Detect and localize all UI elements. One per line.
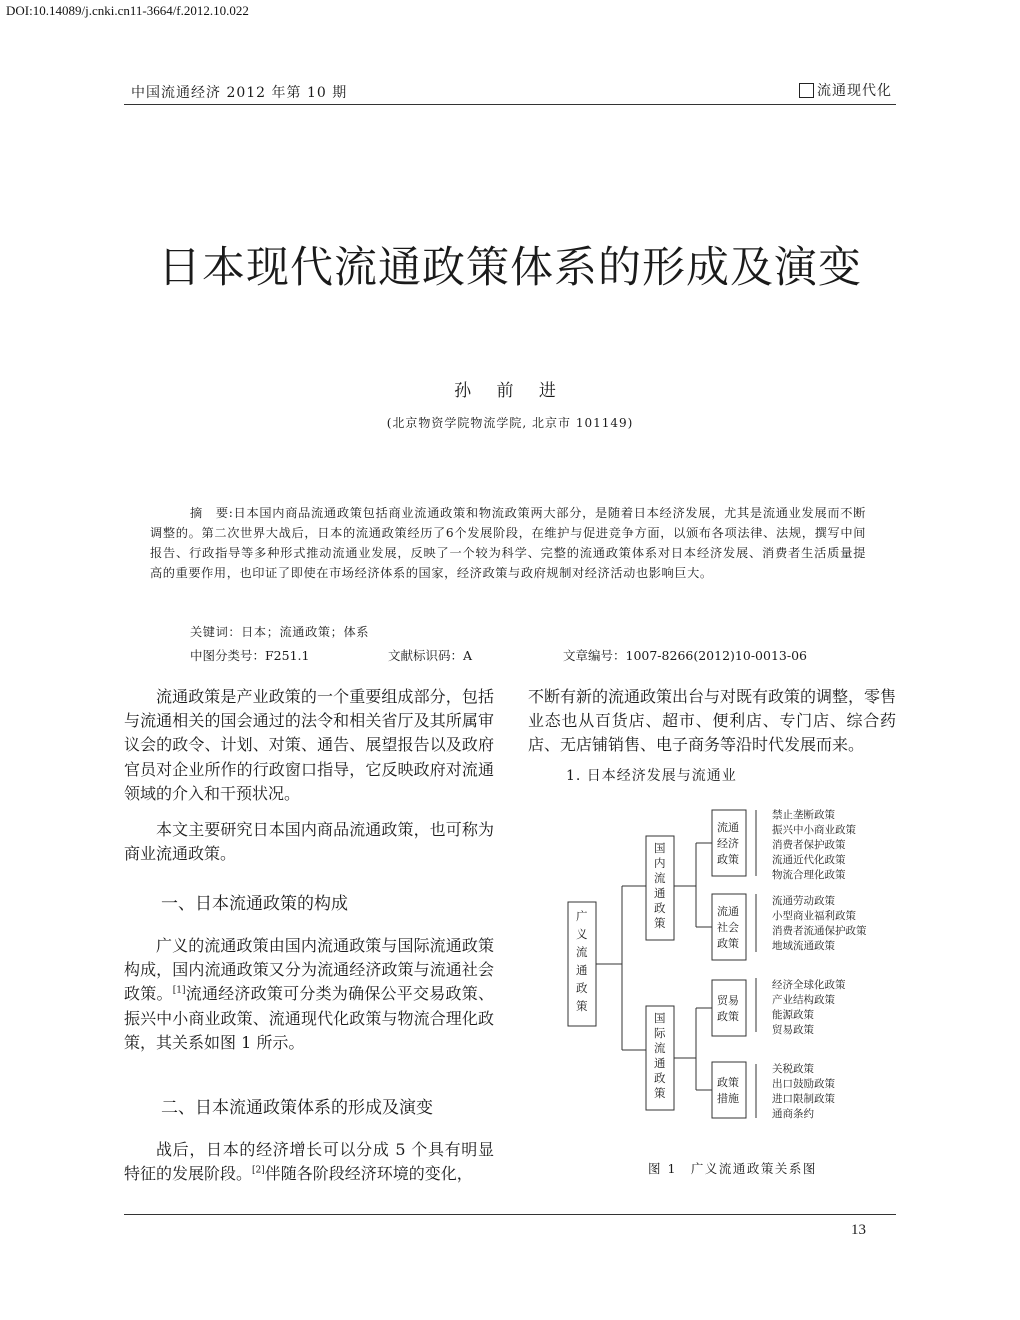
policy-item: 小型商业福利政策 <box>772 910 856 922</box>
doi-line: DOI:10.14089/j.cnki.cn11-3664/f.2012.10.022 <box>6 3 249 18</box>
root-label: 广 <box>576 909 588 923</box>
group-label: 政策 <box>717 937 739 950</box>
policy-item: 进口限制政策 <box>772 1093 835 1105</box>
international-label: 流 <box>654 1041 666 1055</box>
root-label: 流 <box>576 945 588 959</box>
policy-item: 产业结构政策 <box>772 994 835 1006</box>
body-paragraph <box>124 685 494 806</box>
policy-item: 流通近代化政策 <box>772 854 846 866</box>
policy-item: 消费者流通保护政策 <box>772 925 867 937</box>
domestic-label: 通 <box>654 886 666 900</box>
page-number: 13 <box>851 1222 866 1238</box>
paragraph-text: 战后，日本的经济增长可以分成 5 个具有明显特征的发展阶段。 <box>124 1140 494 1184</box>
international-label: 际 <box>654 1026 666 1040</box>
journal-header: 中国流通经济 2012 年第 10 期 <box>131 85 348 101</box>
article-title: 日本现代流通政策体系的形成及演变 <box>158 243 862 293</box>
body-paragraph <box>124 934 494 1055</box>
paragraph-text: 广义的流通政策由国内流通政策与国际流通政策构成，国内流通政策又分为流通经济政策与流通社会政策。 <box>124 936 494 1004</box>
subsection-heading: 1. 日本经济发展与流通业 <box>566 768 737 784</box>
keywords: 关键词：日本；流通政策；体系 <box>190 625 370 639</box>
policy-item: 振兴中小商业政策 <box>772 824 856 836</box>
policy-item: 禁止垄断政策 <box>772 809 835 821</box>
footer-rule <box>124 1214 896 1215</box>
policy-item: 物流合理化政策 <box>772 869 846 881</box>
international-label: 通 <box>654 1056 666 1070</box>
abstract-text: 日本国内商品流通政策包括商业流通政策和物流政策两大部分，是随着日本经济发展，尤其是流通业发展而不断调整的。第二次世界大战后，日本的流通政策经历了6个发展阶段，在维护与促进竞争方面，以颁布各项法律、法规，撰写中间报告、行政指导等多种形式推动流通业发展，反映了一个较为科学、完整的流通政策体系对日本经济发展、消费者生活质量提高的重要作用，也印证了即使在市场经济体系的国家，经济政策与政府规制对经济活动也影响巨大。 <box>150 506 866 580</box>
paragraph-text: 流通经济政策可分类为确保公平交易政策、振兴中小商业政策、流通现代化政策与物流合理化政策，其关系如图 1 所示。 <box>124 984 494 1052</box>
international-label: 策 <box>654 1086 666 1100</box>
group-label: 社会 <box>717 921 739 934</box>
column-name: 流通现代化 <box>817 83 892 99</box>
root-label: 义 <box>576 927 588 941</box>
policy-item: 地域流通政策 <box>772 940 835 952</box>
group-label: 政策 <box>717 1010 739 1023</box>
domestic-label: 策 <box>654 916 666 930</box>
classification-number: 中图分类号：F251.1 <box>190 648 310 663</box>
group-label: 流通 <box>717 821 739 834</box>
policy-item: 通商条约 <box>772 1108 814 1120</box>
column-header <box>799 80 892 100</box>
body-paragraph <box>124 818 494 866</box>
group-label: 政策 <box>717 1076 739 1089</box>
policy-item: 出口鼓励政策 <box>772 1078 835 1090</box>
domestic-label: 政 <box>654 901 666 915</box>
abstract <box>150 503 866 583</box>
domestic-label: 内 <box>654 856 666 870</box>
policy-relationship-diagram <box>560 800 890 1130</box>
domestic-label: 国 <box>654 841 666 855</box>
group-label: 贸易 <box>717 994 739 1007</box>
header-rule <box>124 104 896 105</box>
group-box-4 <box>712 1062 746 1118</box>
section-heading: 二、日本流通政策体系的形成及演变 <box>161 1098 433 1118</box>
policy-item: 流通劳动政策 <box>772 895 835 907</box>
paragraph-text: 流通政策是产业政策的一个重要组成部分，包括与流通相关的国会通过的法令和相关省厅及其所属审议会的政令、计划、对策、通告、展望报告以及政府官员对企业所作的行政窗口指导，它反映政府对流通领域的介入和干预状况。 <box>124 687 494 803</box>
group-box-3 <box>712 980 746 1036</box>
body-paragraph <box>528 685 896 758</box>
affiliation: (北京物资学院物流学院, 北京市 101149) <box>386 416 634 430</box>
policy-item: 经济全球化政策 <box>772 979 846 991</box>
root-label: 政 <box>576 981 588 995</box>
international-label: 国 <box>654 1011 666 1025</box>
citation-ref: [2] <box>252 1165 265 1176</box>
section-heading: 一、日本流通政策的构成 <box>161 894 348 914</box>
paragraph-text: 本文主要研究日本国内商品流通政策，也可称为商业流通政策。 <box>124 820 494 864</box>
policy-item: 贸易政策 <box>772 1024 814 1036</box>
domestic-label: 流 <box>654 871 666 885</box>
author: 孙 前 进 <box>454 381 566 401</box>
document-code: 文献标识码：A <box>388 648 473 663</box>
group-label: 措施 <box>717 1092 739 1105</box>
article-number: 文章编号：1007-8266(2012)10-0013-06 <box>563 648 807 663</box>
group-label: 政策 <box>717 853 739 866</box>
body-paragraph <box>124 1138 494 1186</box>
column-marker-box <box>799 83 814 98</box>
abstract-label: 摘 要: <box>190 506 234 520</box>
policy-item: 消费者保护政策 <box>772 839 846 851</box>
international-label: 政 <box>654 1071 666 1085</box>
group-label: 经济 <box>717 837 739 850</box>
paragraph-text: 不断有新的流通政策出台与对既有政策的调整，零售业态也从百货店、超市、便利店、专门店、综合药店、无店铺销售、电子商务等沿时代发展而来。 <box>528 687 897 755</box>
policy-item: 关税政策 <box>772 1063 814 1075</box>
root-label: 策 <box>576 999 588 1013</box>
policy-item: 能源政策 <box>772 1009 814 1021</box>
root-label: 通 <box>576 963 588 977</box>
paragraph-text: 伴随各阶段经济环境的变化， <box>264 1164 473 1184</box>
figure-caption: 图 1 广义流通政策关系图 <box>648 1161 817 1176</box>
group-label: 流通 <box>717 905 739 918</box>
citation-ref: [1] <box>172 986 186 997</box>
